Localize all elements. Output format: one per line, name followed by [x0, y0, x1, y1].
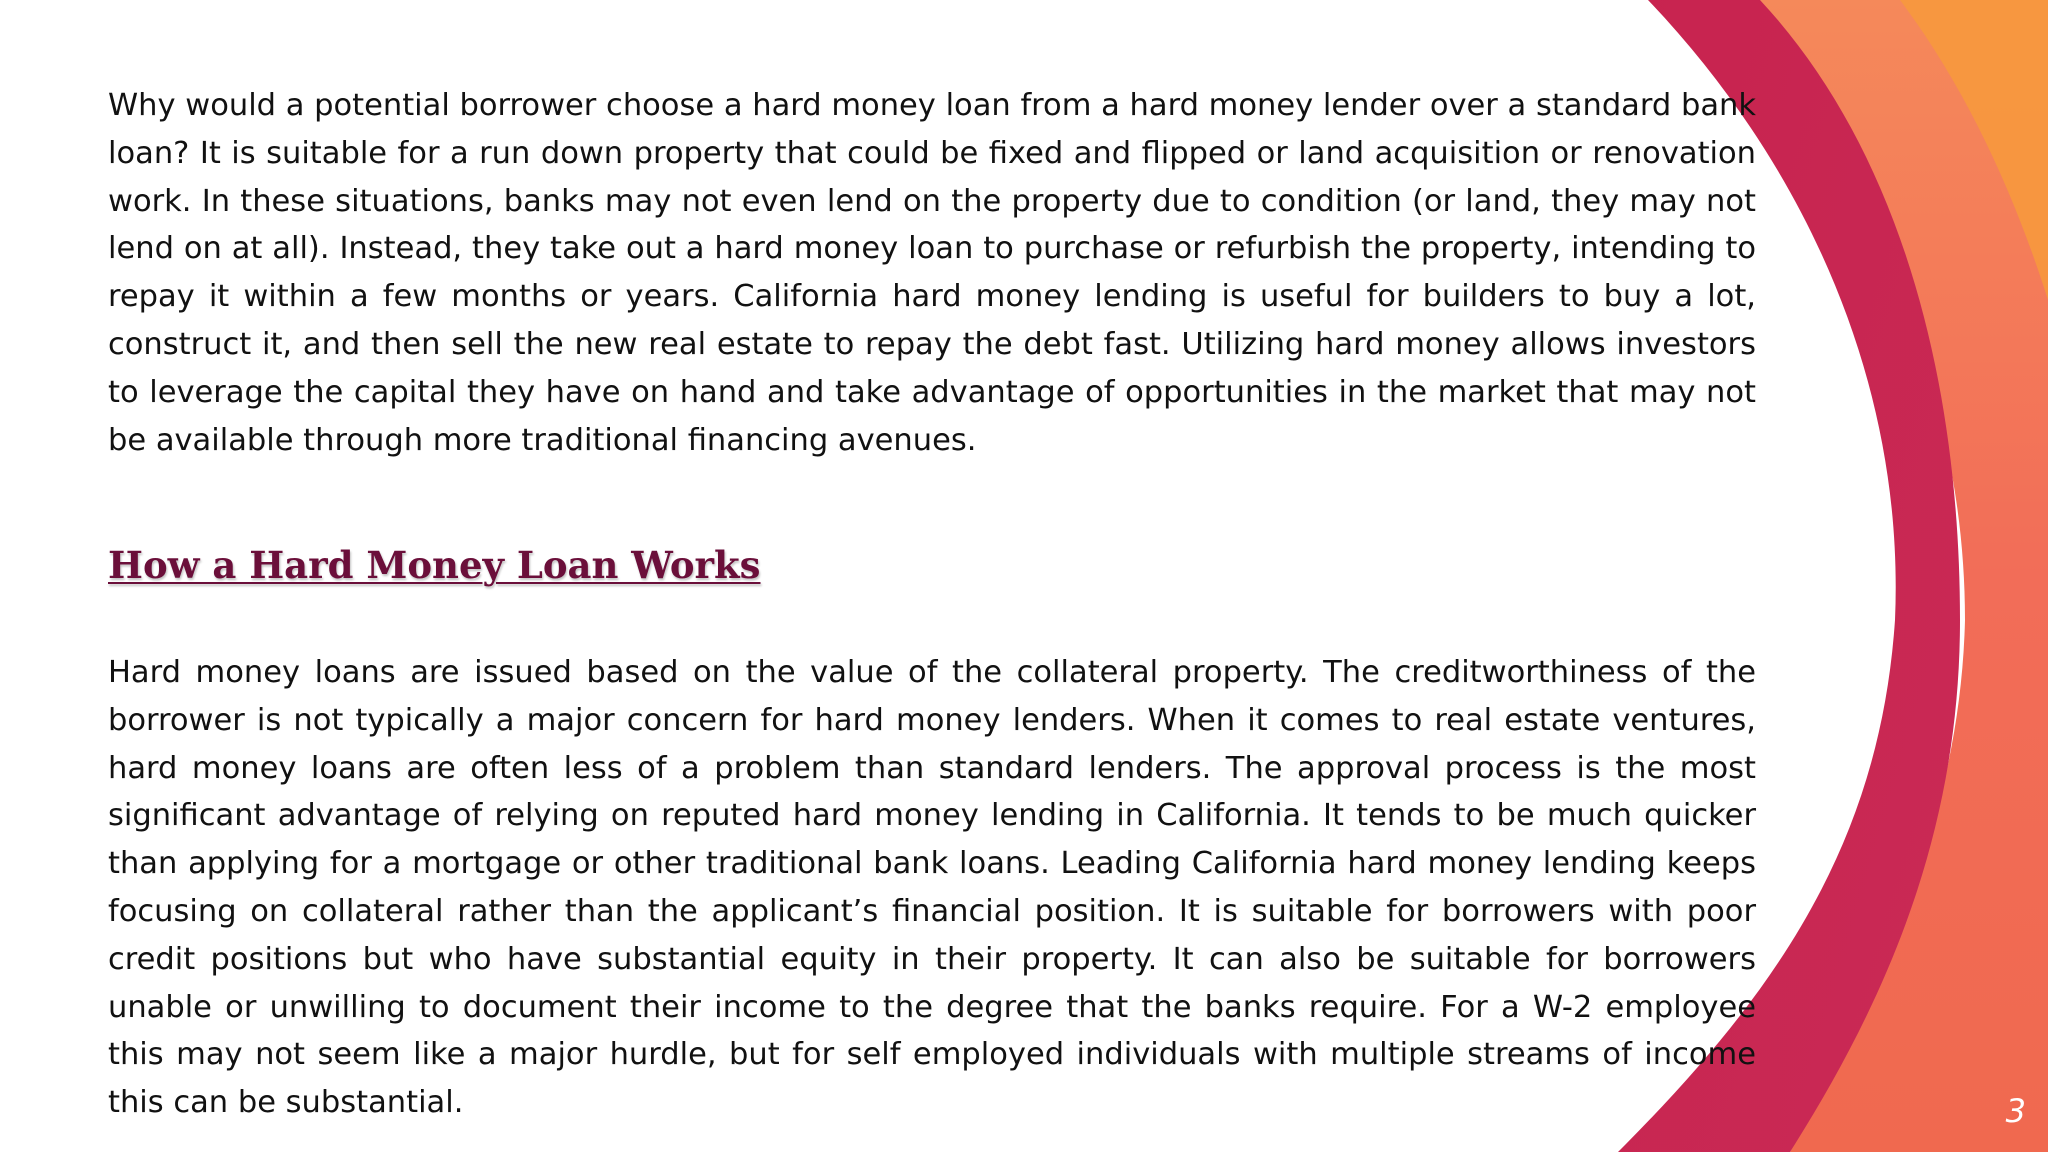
intro-paragraph: Why would a potential borrower choose a hard money loan from a hard money lender over a standard bank loan? It is suitable for a run down property that could be fixed and flipped or land acquisition or renovation work. In these situations, banks may not even lend on the property due to condition (or land, they may not lend on at all). Instead, they take out a hard money loan to purchase or refurbish the property, intending to repay it within a few months or years. California hard money lending is useful for builders to buy a lot, construct it, and then sell the new real estate to repay the debt fast. Utilizing hard money allows investors to leverage the capital they have on hand and take advantage of opportunities in the market that may not be available through more traditional financing avenues. — [108, 88, 1756, 458]
body-paragraph: Hard money loans are issued based on the value of the collateral property. The creditworthiness of the borrower is not typically a major concern for hard money lenders. When it comes to real estate ventures, hard money loans are often less of a problem than standard lenders. The approval process is the most significant advantage of relying on reputed hard money lending in California. It tends to be much quicker than applying for a mortgage or other traditional bank loans. Leading California hard money lending keeps focusing on collateral rather than the applicant’s financial position. It is suitable for borrowers with poor credit positions but who have substantial equity in their property. It can also be suitable for borrowers unable or unwilling to document their income to the degree that the banks require. For a W-2 employee this may not seem like a major hurdle, but for self employed individuals with multiple streams of income this can be substantial. — [108, 655, 1756, 1121]
section-heading: How a Hard Money Loan Works — [108, 543, 761, 587]
slide-content — [108, 82, 1756, 1121]
page-number: 3 — [2005, 1092, 2026, 1130]
